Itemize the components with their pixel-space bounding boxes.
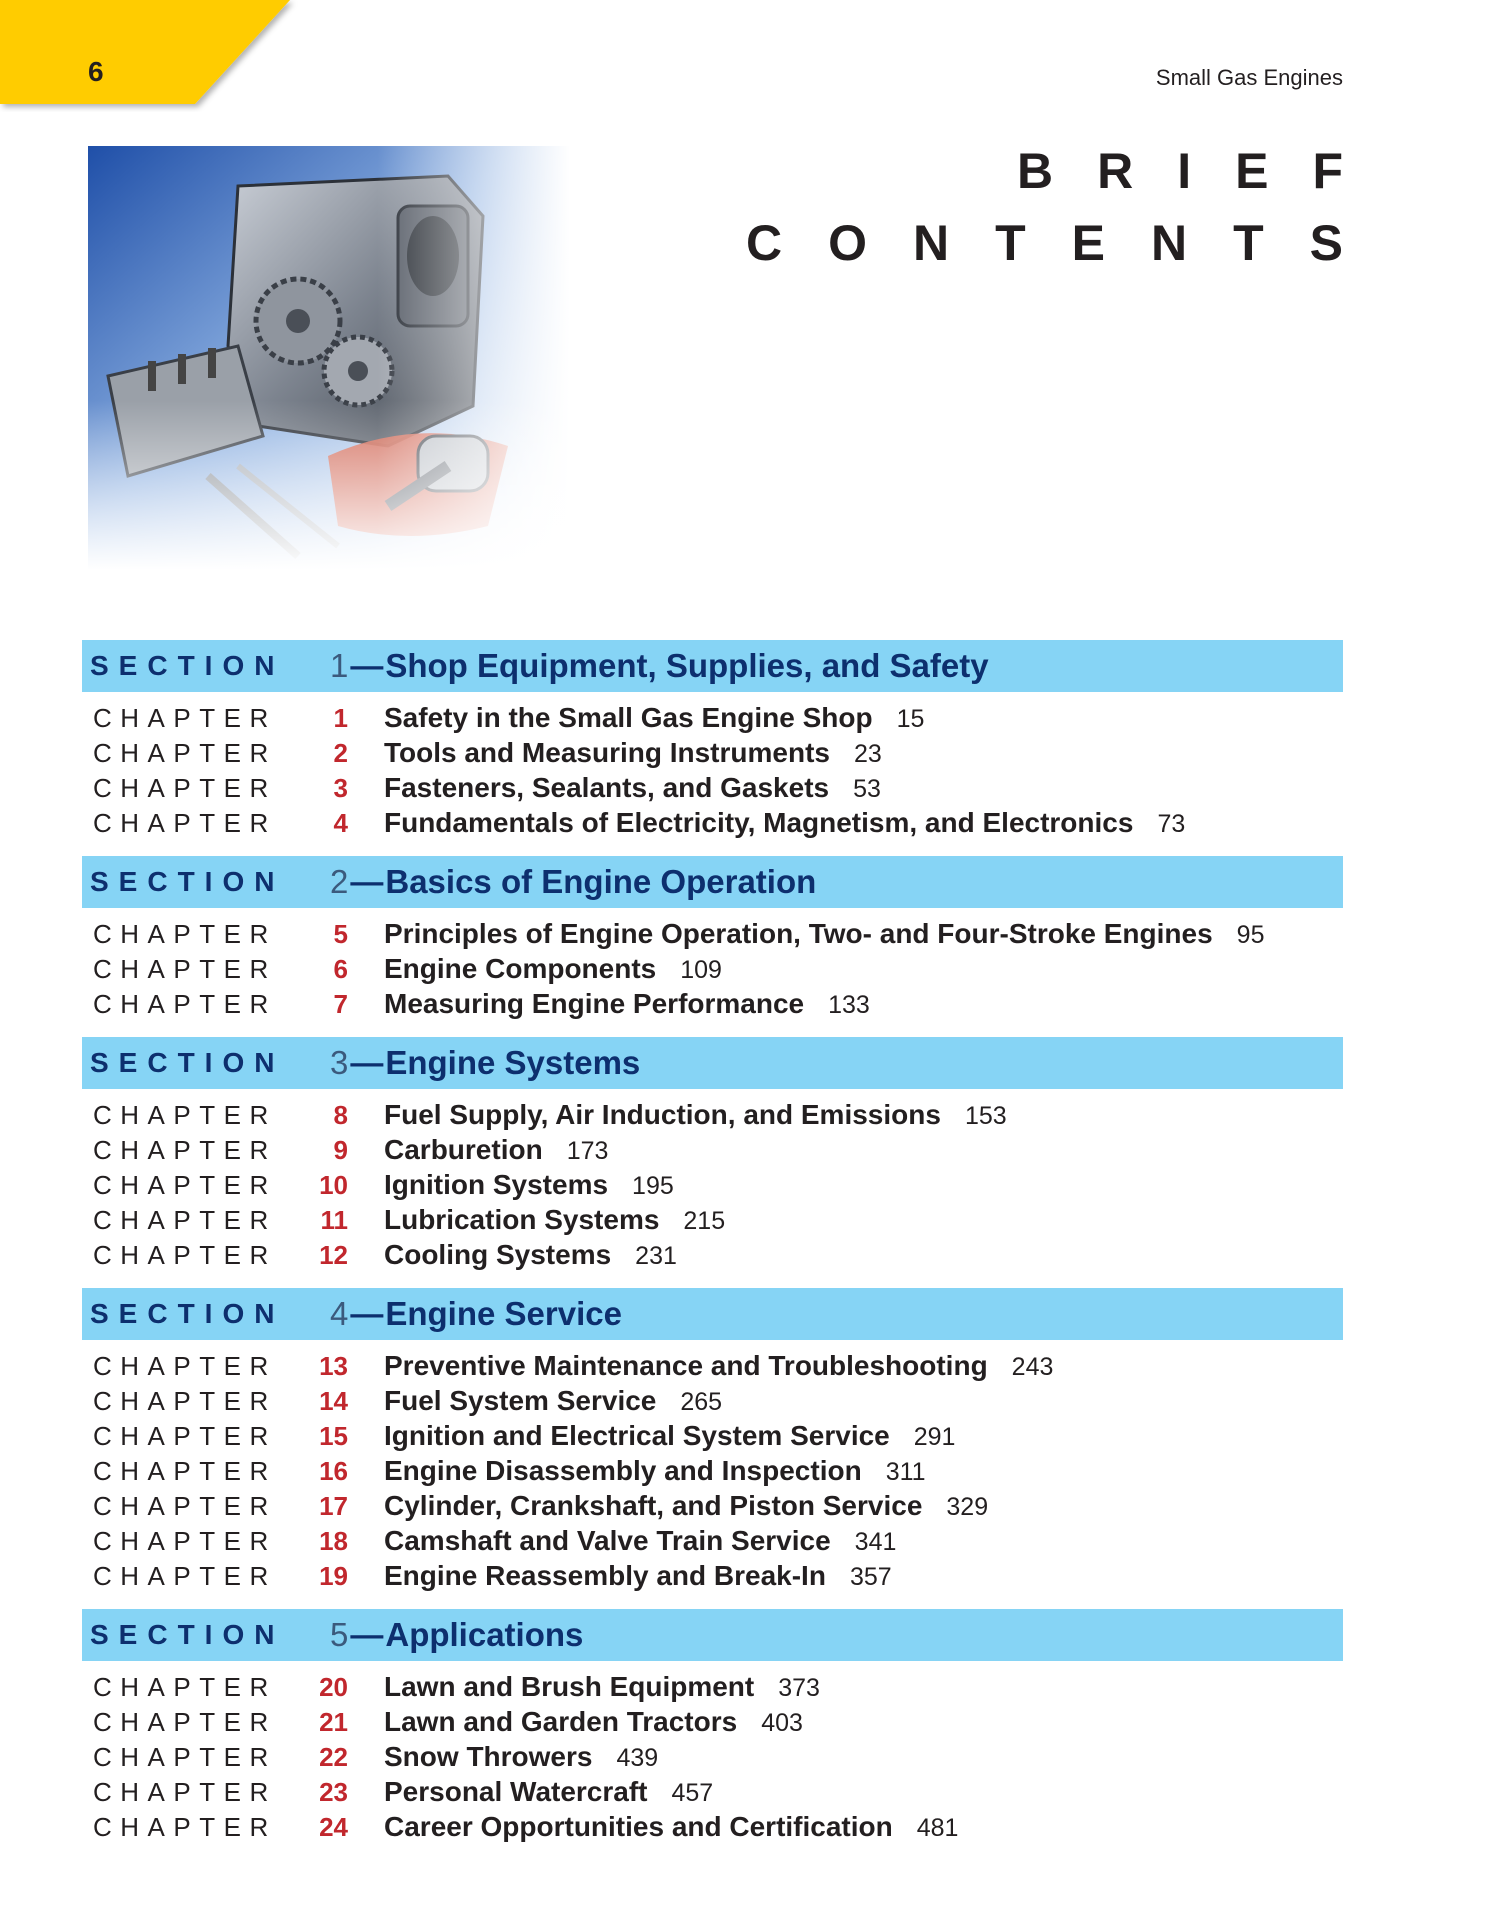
chapter-page-number: 357 [849, 1563, 892, 1591]
chapter-label: CHAPTER [93, 1240, 277, 1270]
chapter-number: 11 [320, 1205, 348, 1235]
section-dash: — [350, 1295, 384, 1332]
corner-tab [0, 0, 300, 112]
section-number: 1 [330, 647, 349, 684]
section-dash: — [350, 1616, 384, 1653]
chapter-page-number: 481 [916, 1814, 959, 1842]
section-title: Applications [385, 1616, 584, 1653]
section-number: 3 [330, 1044, 349, 1081]
chapter-row [82, 1420, 1343, 1455]
chapter-title: Engine Reassembly and Break-In [384, 1560, 826, 1591]
chapter-label: CHAPTER [93, 1777, 277, 1807]
chapter-row [82, 1385, 1343, 1420]
chapter-title: Preventive Maintenance and Troubleshooting [384, 1350, 988, 1381]
section-title-group [330, 1295, 622, 1333]
chapter-label: CHAPTER [93, 1707, 277, 1737]
section-label: SECTION [90, 1047, 285, 1078]
chapter-title: Safety in the Small Gas Engine Shop [384, 702, 873, 733]
chapter-title: Fuel System Service [384, 1385, 657, 1416]
chapter-page-number: 173 [566, 1137, 609, 1165]
chapter-label: CHAPTER [93, 773, 277, 803]
section-header [82, 856, 1343, 908]
chapter-label: CHAPTER [93, 1456, 277, 1486]
chapter-title: Cooling Systems [384, 1239, 612, 1270]
chapter-page-number: 341 [854, 1528, 897, 1556]
chapter-title: Lubrication Systems [384, 1204, 660, 1235]
chapter-page-number: 231 [635, 1242, 677, 1270]
chapter-title: Personal Watercraft [384, 1776, 648, 1807]
section-title: Basics of Engine Operation [385, 863, 817, 900]
section-title-group [330, 647, 989, 685]
chapter-title: Ignition and Electrical System Service [384, 1420, 890, 1451]
section-label: SECTION [90, 1619, 285, 1650]
running-head: Small Gas Engines [1155, 65, 1343, 90]
chapter-label: CHAPTER [93, 1742, 277, 1772]
chapter-label: CHAPTER [93, 954, 277, 984]
chapter-number: 10 [319, 1170, 348, 1200]
chapter-number: 7 [333, 989, 348, 1019]
section-header [82, 1288, 1343, 1340]
chapter-row [82, 1099, 1343, 1134]
chapter-label: CHAPTER [93, 1135, 277, 1165]
chapter-row [82, 1169, 1343, 1204]
chapter-title: Tools and Measuring Instruments [384, 737, 830, 768]
chapter-page-number: 15 [896, 705, 925, 733]
chapter-title: Career Opportunities and Certification [384, 1811, 893, 1842]
chapter-number: 24 [319, 1812, 348, 1842]
section-title-group [330, 1044, 640, 1082]
chapter-label: CHAPTER [93, 1491, 277, 1521]
chapter-page-number: 53 [853, 775, 881, 803]
chapter-label: CHAPTER [93, 919, 277, 949]
chapter-row [82, 1134, 1343, 1169]
chapter-title: Camshaft and Valve Train Service [384, 1525, 831, 1556]
chapter-number: 21 [319, 1707, 348, 1737]
section-label: SECTION [90, 866, 285, 897]
chapter-page-number: 373 [778, 1674, 820, 1702]
chapter-row [82, 988, 1343, 1023]
chapter-number: 20 [319, 1672, 348, 1702]
chapter-number: 23 [319, 1777, 348, 1807]
chapter-label: CHAPTER [93, 1205, 277, 1235]
section-number: 5 [330, 1616, 349, 1653]
chapter-page-number: 265 [680, 1388, 723, 1416]
chapter-page-number: 153 [964, 1102, 1007, 1130]
chapter-page-number: 311 [885, 1458, 926, 1486]
chapter-number: 15 [319, 1421, 348, 1451]
chapter-row [82, 807, 1343, 842]
chapter-row [82, 737, 1343, 772]
chapter-number: 12 [319, 1240, 348, 1270]
chapter-page-number: 243 [1011, 1353, 1054, 1381]
chapter-row [82, 1204, 1343, 1239]
chapter-title: Fundamentals of Electricity, Magnetism, and Electronics [384, 807, 1134, 838]
chapter-number: 3 [333, 773, 348, 803]
chapter-label: CHAPTER [93, 1421, 277, 1451]
chapter-title: Engine Disassembly and Inspection [384, 1455, 862, 1486]
chapter-title: Ignition Systems [384, 1169, 609, 1200]
chapter-number: 4 [333, 808, 348, 838]
chapter-title: Principles of Engine Operation, Two- and Four-Stroke Engines [384, 918, 1213, 949]
chapter-label: CHAPTER [93, 1812, 277, 1842]
chapter-page-number: 23 [853, 740, 882, 768]
chapter-title: Lawn and Brush Equipment [384, 1671, 755, 1702]
section-title-group [330, 1616, 583, 1654]
chapter-title: Fuel Supply, Air Induction, and Emissions [384, 1099, 941, 1130]
chapter-row [82, 1776, 1343, 1811]
chapter-number: 2 [333, 738, 348, 768]
chapter-row [82, 1811, 1343, 1846]
section-header [82, 640, 1343, 692]
chapter-number: 19 [319, 1561, 348, 1591]
chapter-list [82, 1089, 1343, 1276]
section-number: 2 [330, 863, 349, 900]
section-dash: — [350, 1044, 384, 1081]
chapter-row [82, 772, 1343, 807]
chapter-list [82, 1661, 1343, 1848]
chapter-number: 22 [319, 1742, 348, 1772]
chapter-row [82, 1490, 1343, 1525]
chapter-label: CHAPTER [93, 1561, 277, 1591]
chapter-label: CHAPTER [93, 989, 277, 1019]
chapter-row [82, 1741, 1343, 1776]
section-title-group [330, 863, 816, 901]
chapter-label: CHAPTER [93, 1351, 277, 1381]
chapter-number: 5 [333, 919, 348, 949]
chapter-number: 17 [319, 1491, 348, 1521]
section-label: SECTION [90, 650, 285, 681]
chapter-page-number: 291 [913, 1423, 956, 1451]
chapter-page-number: 457 [671, 1779, 714, 1807]
chapter-row [82, 1525, 1343, 1560]
chapter-page-number: 439 [616, 1744, 659, 1772]
section-number: 4 [330, 1295, 349, 1332]
section-label: SECTION [90, 1298, 285, 1329]
table-of-contents [82, 640, 1343, 1848]
chapter-number: 18 [319, 1526, 348, 1556]
chapter-row [82, 1560, 1343, 1595]
chapter-page-number: 73 [1157, 810, 1186, 838]
chapter-row [82, 1455, 1343, 1490]
section-title: Engine Service [385, 1295, 622, 1332]
chapter-number: 8 [333, 1100, 348, 1130]
chapter-title: Measuring Engine Performance [384, 988, 805, 1019]
engine-photo [88, 146, 570, 570]
section-dash: — [350, 863, 384, 900]
chapter-page-number: 109 [680, 956, 722, 984]
chapter-label: CHAPTER [93, 1100, 277, 1130]
chapter-list [82, 1340, 1343, 1597]
chapter-row [82, 1239, 1343, 1274]
chapter-number: 6 [333, 954, 348, 984]
section-dash: — [350, 647, 384, 684]
chapter-title: Lawn and Garden Tractors [384, 1706, 738, 1737]
chapter-label: CHAPTER [93, 1526, 277, 1556]
title-line-brief: BRIEF [1017, 143, 1387, 199]
section-header [82, 1037, 1343, 1089]
chapter-row [82, 1671, 1343, 1706]
chapter-number: 13 [319, 1351, 348, 1381]
chapter-label: CHAPTER [93, 703, 277, 733]
chapter-row [82, 1706, 1343, 1741]
chapter-row [82, 1350, 1343, 1385]
chapter-title: Cylinder, Crankshaft, and Piston Service [384, 1490, 923, 1521]
title-line-contents: CONTENTS [746, 215, 1389, 271]
chapter-title: Engine Components [384, 953, 657, 984]
chapter-page-number: 95 [1236, 921, 1265, 949]
chapter-title: Carburetion [384, 1134, 543, 1165]
chapter-list [82, 908, 1343, 1025]
chapter-label: CHAPTER [93, 808, 277, 838]
chapter-number: 16 [319, 1456, 348, 1486]
chapter-label: CHAPTER [93, 738, 277, 768]
chapter-number: 9 [333, 1135, 348, 1165]
section-title: Engine Systems [385, 1044, 641, 1081]
chapter-page-number: 133 [828, 991, 870, 1019]
page-number: 6 [88, 56, 104, 87]
chapter-page-number: 195 [632, 1172, 674, 1200]
chapter-row [82, 918, 1343, 953]
chapter-title: Snow Throwers [384, 1741, 593, 1772]
chapter-page-number: 403 [761, 1709, 803, 1737]
chapter-label: CHAPTER [93, 1386, 277, 1416]
chapter-list [82, 692, 1343, 844]
section-header [82, 1609, 1343, 1661]
chapter-title: Fasteners, Sealants, and Gaskets [384, 772, 830, 803]
chapter-page-number: 215 [683, 1207, 726, 1235]
chapter-number: 1 [333, 703, 348, 733]
chapter-page-number: 329 [946, 1493, 989, 1521]
chapter-row [82, 953, 1343, 988]
chapter-label: CHAPTER [93, 1170, 277, 1200]
section-title: Shop Equipment, Supplies, and Safety [385, 647, 989, 684]
chapter-label: CHAPTER [93, 1672, 277, 1702]
chapter-row [82, 702, 1343, 737]
chapter-number: 14 [319, 1386, 348, 1416]
